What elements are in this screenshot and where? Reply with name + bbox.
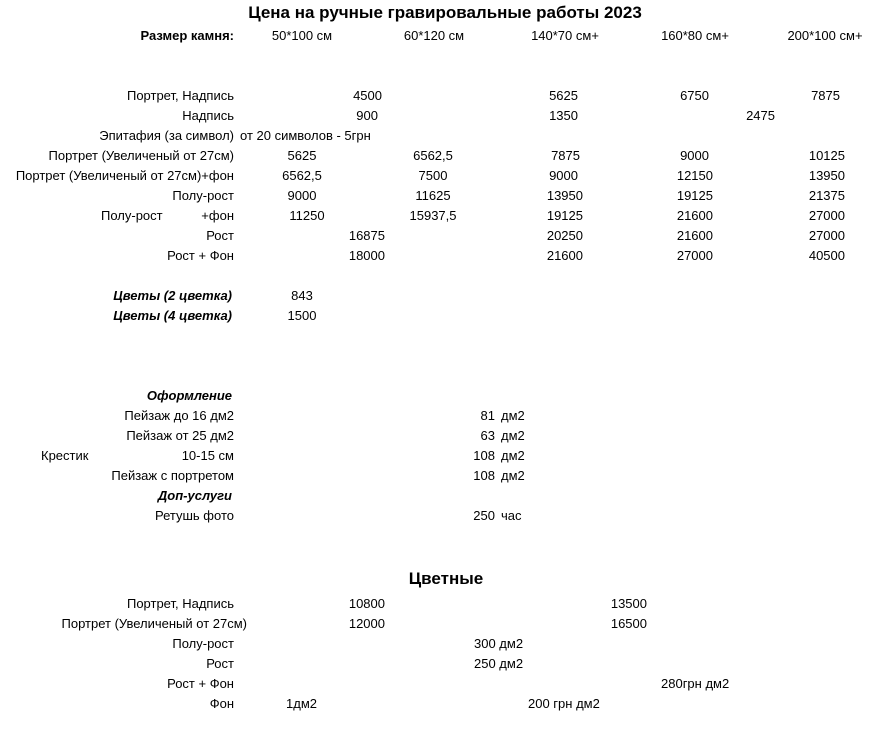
cell: 7500 [418, 168, 448, 183]
design-item-value: 81 [480, 408, 495, 423]
cell: 10800 [348, 596, 385, 611]
color-row-label: Портрет, Надпись [126, 596, 234, 611]
cell: 21375 [808, 188, 845, 203]
color-row-label: Портрет (Увеличеный от 27см) [61, 616, 247, 631]
cell: 20250 [546, 228, 583, 243]
cell: 200 грн дм2 [528, 696, 600, 711]
extra-item-label: Ретушь фото [155, 508, 234, 523]
cell: 11625 [415, 188, 451, 203]
design-item-label: Пейзаж с портретом [111, 468, 234, 483]
design-item-unit: дм2 [501, 408, 525, 423]
color-row-label: Фон [209, 696, 234, 711]
cell: 9000 [680, 148, 709, 163]
cell: 19125 [546, 208, 583, 223]
extra-item-unit: час [501, 508, 522, 523]
cell: 16875 [348, 228, 385, 243]
cell: 1дм2 [286, 696, 317, 711]
cell: 300 дм2 [474, 636, 524, 651]
row-label-text: Надпись [182, 108, 234, 123]
cell: 250 дм2 [474, 656, 524, 671]
cell: 12150 [676, 168, 713, 183]
cell: 6562,5 [413, 148, 453, 163]
cell: 5625 [549, 88, 578, 103]
cell: 7875 [551, 148, 580, 163]
size-col-2: 60*120 см [403, 28, 465, 43]
row-label-half-height: Полу-рост [172, 188, 234, 203]
color-row-label: Полу-рост [172, 636, 234, 651]
cell: 19125 [676, 188, 713, 203]
stone-size-label: Размер камня: [140, 28, 234, 43]
design-item-value: 63 [480, 428, 495, 443]
design-item-label: Крестик [41, 448, 89, 463]
size-col-5: 200*100 см+ [787, 28, 863, 43]
cell: 18000 [348, 248, 385, 263]
design-item-value: 108 [473, 468, 495, 483]
cell: 16500 [610, 616, 647, 631]
cell: 12000 [348, 616, 385, 631]
cell: 6750 [680, 88, 709, 103]
cell: 900 [356, 108, 378, 123]
epitaph-note: от 20 символов - 5грн [240, 128, 371, 143]
cell: 2475 [746, 108, 775, 123]
cell: 11250 [289, 208, 325, 223]
row-label-portrait-big: Портрет (Увеличеный от 27см) [48, 148, 234, 163]
cell: 280грн дм2 [661, 676, 730, 691]
design-item-unit: дм2 [501, 428, 525, 443]
cell: 9000 [549, 168, 578, 183]
design-heading: Оформление [146, 388, 232, 403]
cell: 5625 [287, 148, 317, 163]
extra-item-value: 250 [473, 508, 495, 523]
cell: 6562,5 [282, 168, 322, 183]
cell: 21600 [676, 228, 713, 243]
design-item-unit: дм2 [501, 468, 525, 483]
cell: 40500 [808, 248, 845, 263]
color-row-label: Рост [206, 656, 234, 671]
flowers-4-label: Цветы (4 цветка) [113, 308, 232, 323]
design-item-unit: дм2 [501, 448, 525, 463]
size-col-4: 160*80 см+ [661, 28, 729, 43]
flowers-2-label: Цветы (2 цветка) [113, 288, 232, 303]
cell: 27000 [808, 228, 845, 243]
design-item-label: Пейзаж от 25 дм2 [126, 428, 234, 443]
size-col-1: 50*100 см [271, 28, 333, 43]
design-item-value: 108 [473, 448, 495, 463]
cell: 13500 [610, 596, 647, 611]
row-label-portrait-text: Портрет, Надпись [126, 88, 234, 103]
cell: 1350 [549, 108, 578, 123]
cell: 9000 [287, 188, 317, 203]
extra-heading: Доп-услуги [157, 488, 232, 503]
cell: 7875 [811, 88, 840, 103]
flowers-2-value: 843 [291, 288, 313, 303]
row-label-height-bg: Рост + Фон [167, 248, 234, 263]
row-label-epitaph: Эпитафия (за символ) [99, 128, 234, 143]
cell: 21600 [676, 208, 713, 223]
row-label-bg-suffix: +фон [201, 208, 234, 223]
cell: 15937,5 [409, 208, 457, 223]
cell: 27000 [676, 248, 713, 263]
flowers-4-value: 1500 [287, 308, 317, 323]
row-label-portrait-big-bg: Портрет (Увеличеный от 27см)+фон [15, 168, 234, 183]
cell: 4500 [353, 88, 382, 103]
cell: 10125 [808, 148, 845, 163]
color-heading: Цветные [408, 569, 484, 588]
cell: 13950 [808, 168, 845, 183]
cell: 21600 [546, 248, 583, 263]
design-item-label: Пейзаж до 16 дм2 [124, 408, 234, 423]
cell: 27000 [808, 208, 845, 223]
page-title: Цена на ручные гравировальные работы 2023 [248, 3, 642, 22]
cell: 13950 [546, 188, 583, 203]
row-label-height: Рост [206, 228, 234, 243]
color-row-label: Рост + Фон [167, 676, 234, 691]
row-label-half-height-bg: Полу-рост [101, 208, 163, 223]
design-item-size: 10-15 см [181, 448, 234, 463]
size-col-3: 140*70 см+ [531, 28, 599, 43]
